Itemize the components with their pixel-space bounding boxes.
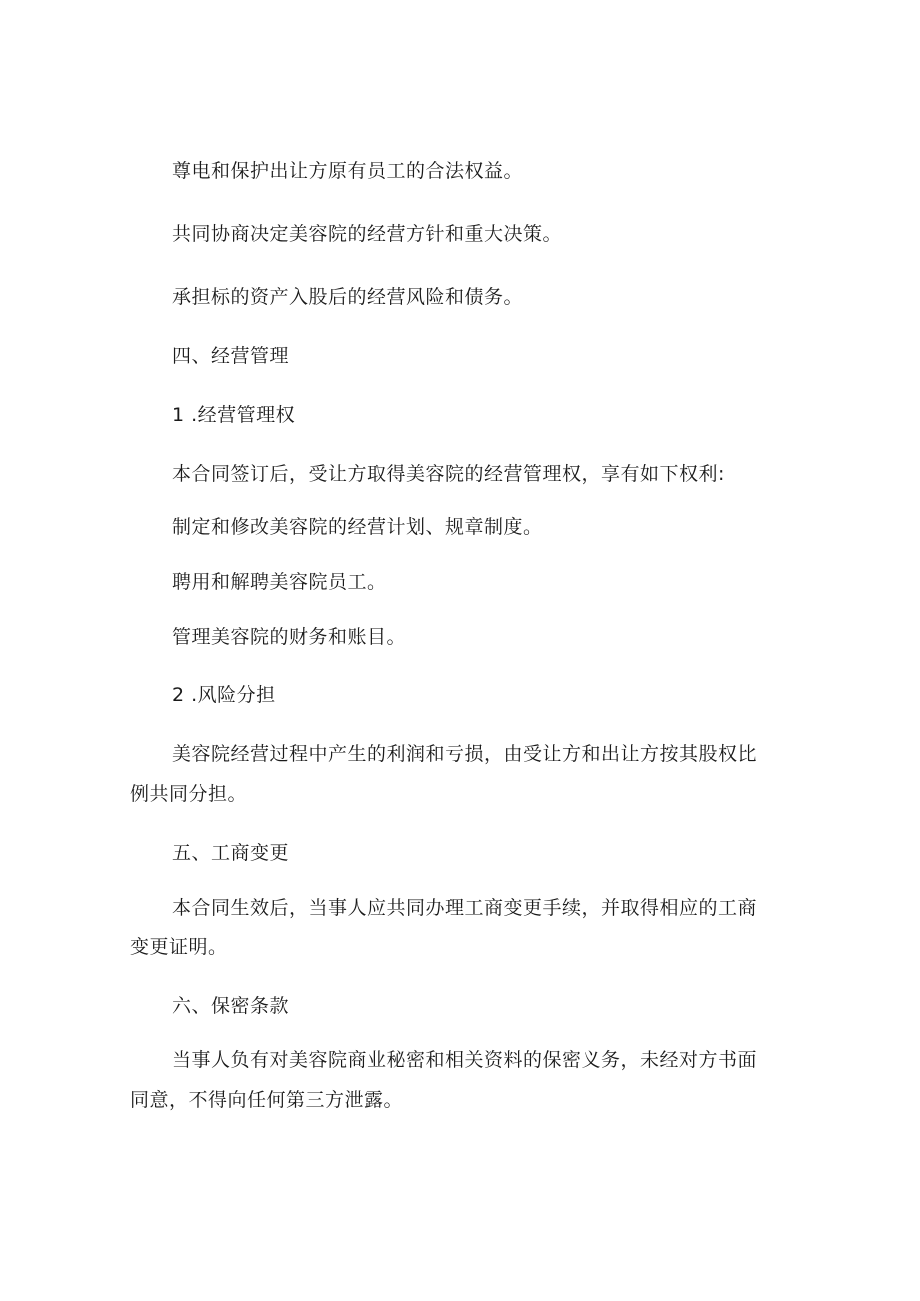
section-heading: 五、工商变更 bbox=[172, 842, 290, 864]
paragraph-line: 例共同分担。 bbox=[130, 783, 248, 805]
paragraph-line: 承担标的资产入股后的经营风险和债务。 bbox=[172, 286, 524, 308]
paragraph-line: 变更证明。 bbox=[130, 936, 228, 958]
paragraph-line: 同意，不得向任何第三方泄露。 bbox=[130, 1089, 404, 1111]
paragraph-line: 共同协商决定美容院的经营方针和重大决策。 bbox=[172, 223, 563, 245]
paragraph-line: 尊电和保护出让方原有员工的合法权益。 bbox=[172, 160, 524, 182]
paragraph-line: 美容院经营过程中产生的利润和亏损，由受让方和出让方按其股权比 bbox=[172, 743, 758, 765]
paragraph-line: 本合同签订后，受让方取得美容院的经营管理权，享有如下权利: bbox=[172, 463, 725, 485]
list-item: 聘用和解聘美容院员工。 bbox=[172, 571, 387, 593]
subsection-heading: 2 .风险分担 bbox=[172, 684, 276, 706]
paragraph-line: 本合同生效后，当事人应共同办理工商变更手续，并取得相应的工商 bbox=[172, 897, 758, 919]
list-item: 制定和修改美容院的经营计划、规章制度。 bbox=[172, 516, 543, 538]
section-heading: 六、保密条款 bbox=[172, 995, 290, 1017]
list-item: 管理美容院的财务和账目。 bbox=[172, 626, 407, 648]
section-heading: 四、经营管理 bbox=[172, 345, 290, 367]
subsection-heading: 1 .经营管理权 bbox=[172, 404, 296, 426]
paragraph-line: 当事人负有对美容院商业秘密和相关资料的保密义务，未经对方书面 bbox=[172, 1049, 758, 1071]
